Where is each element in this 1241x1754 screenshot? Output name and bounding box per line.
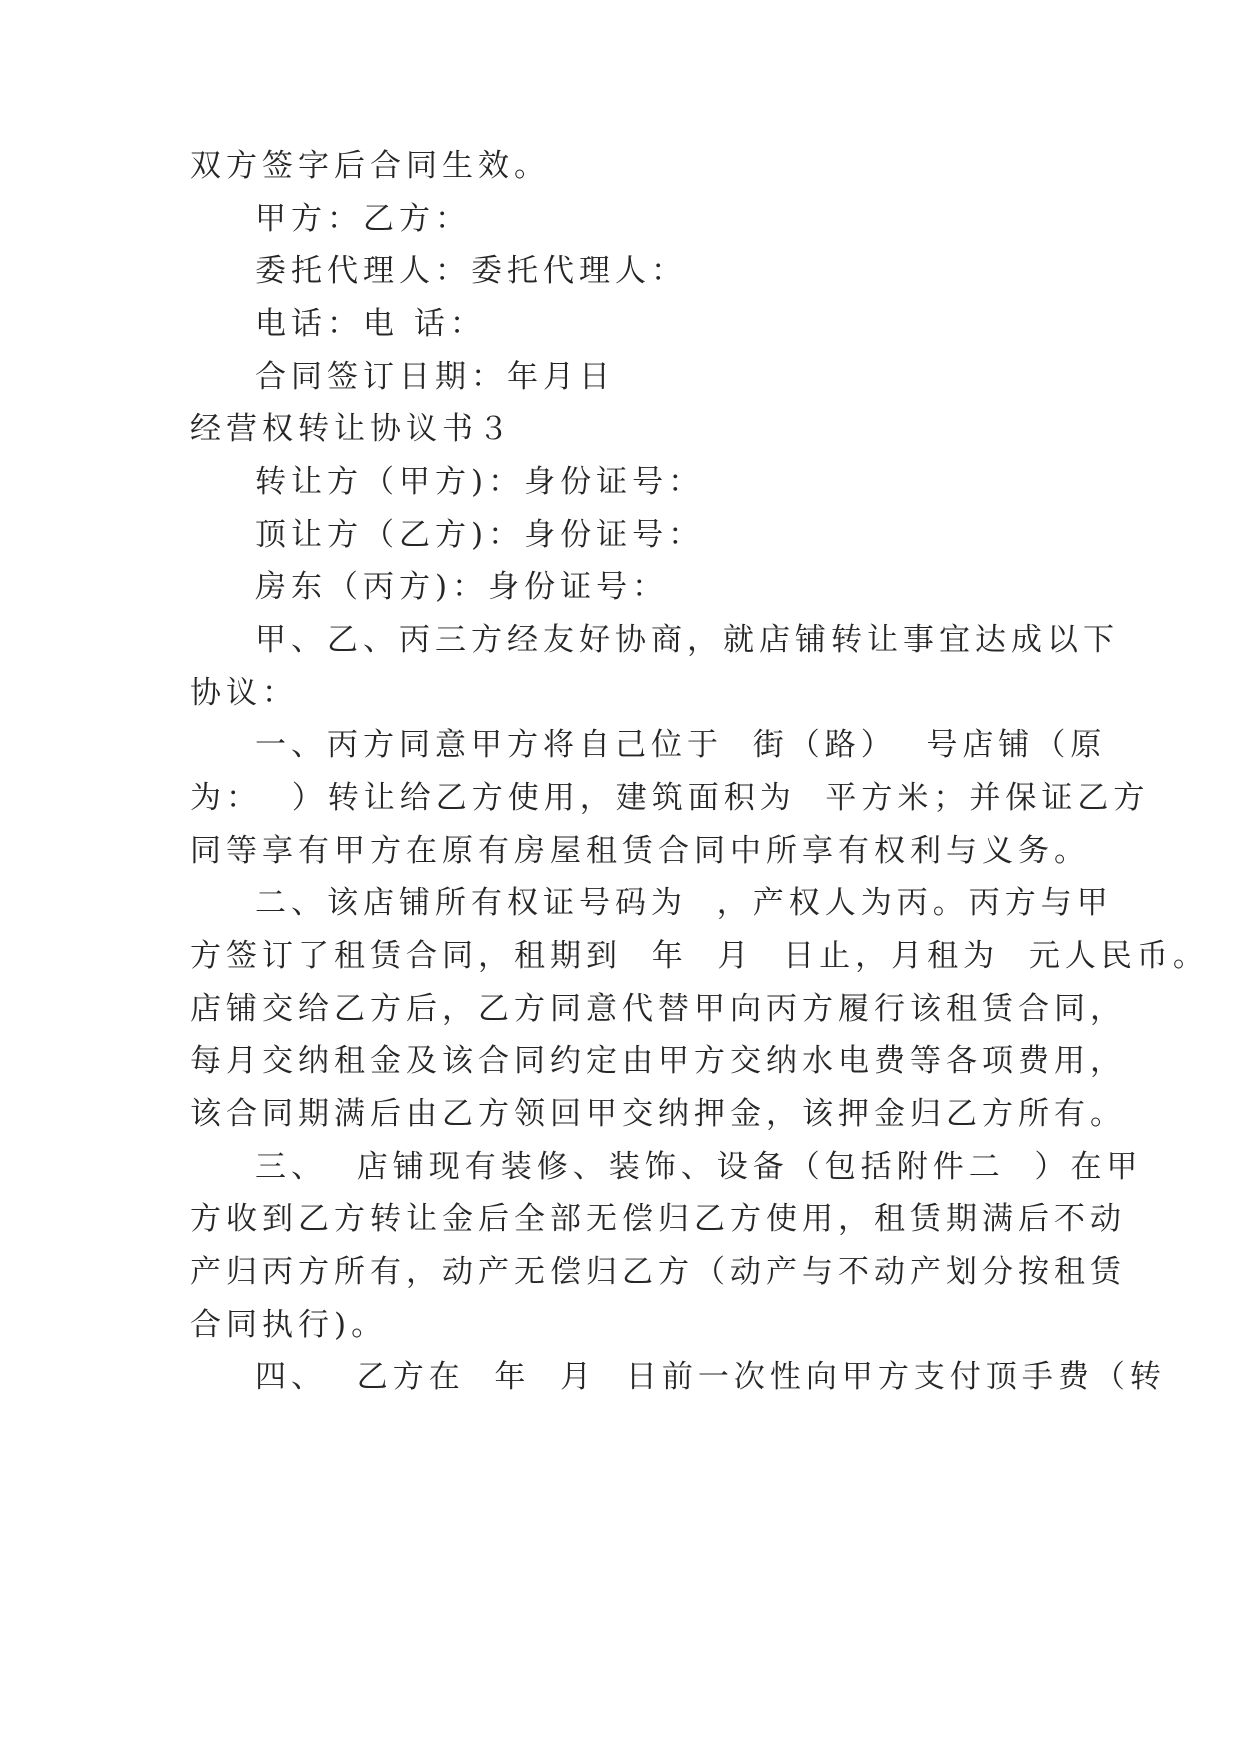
text-line-phones: 电话：电 话： <box>255 306 486 342</box>
paragraph-intro-line-1: 甲、乙、丙三方经友好协商，就店铺转让事宜达成以下 <box>255 622 1119 658</box>
clause-3-line-2: 方收到乙方转让金后全部无偿归乙方使用，租赁期满后不动 <box>190 1201 1126 1237</box>
clause-1-line-2: 为： ）转让给乙方使用，建筑面积为 平方米；并保证乙方 <box>190 780 1150 816</box>
clause-3-line-4: 合同执行)。 <box>190 1307 388 1343</box>
text-line-transferor: 转让方（甲方)：身份证号： <box>255 464 705 500</box>
section-title: 经营权转让协议书３ <box>190 411 514 447</box>
text-line-sign-date: 合同签订日期：年月日 <box>255 359 615 395</box>
paragraph-intro-line-2: 协议： <box>190 675 298 711</box>
text-line-parties: 甲方：乙方： <box>255 201 471 237</box>
clause-2-line-3: 店铺交给乙方后，乙方同意代替甲向丙方履行该租赁合同， <box>190 991 1126 1027</box>
clause-2-line-4: 每月交纳租金及该合同约定由甲方交纳水电费等各项费用， <box>190 1043 1126 1079</box>
clause-3-line-1: 三、 店铺现有装修、装饰、设备（包括附件二 ）在甲 <box>255 1149 1143 1185</box>
text-line-agents: 委托代理人：委托代理人： <box>255 253 687 289</box>
clause-2-line-2: 方签订了租赁合同，租期到 年 月 日止，月租为 元人民币。 <box>190 938 1209 974</box>
clause-4-line-1: 四、 乙方在 年 月 日前一次性向甲方支付顶手费（转 <box>255 1359 1166 1395</box>
clause-1-line-1: 一、丙方同意甲方将自己位于 街（路） 号店铺（原 <box>255 727 1107 763</box>
clause-3-line-3: 产归丙方所有，动产无偿归乙方（动产与不动产划分按租赁 <box>190 1254 1126 1290</box>
text-line-signing-effect: 双方签字后合同生效。 <box>190 148 550 184</box>
clause-2-line-1: 二、该店铺所有权证号码为 ，产权人为丙。丙方与甲 <box>255 885 1113 921</box>
text-line-transferee: 顶让方（乙方)：身份证号： <box>255 517 705 553</box>
clause-2-line-5: 该合同期满后由乙方领回甲交纳押金，该押金归乙方所有。 <box>190 1096 1126 1132</box>
text-line-landlord: 房东（丙方)：身份证号： <box>255 569 669 605</box>
clause-1-line-3: 同等享有甲方在原有房屋租赁合同中所享有权利与义务。 <box>190 833 1090 869</box>
